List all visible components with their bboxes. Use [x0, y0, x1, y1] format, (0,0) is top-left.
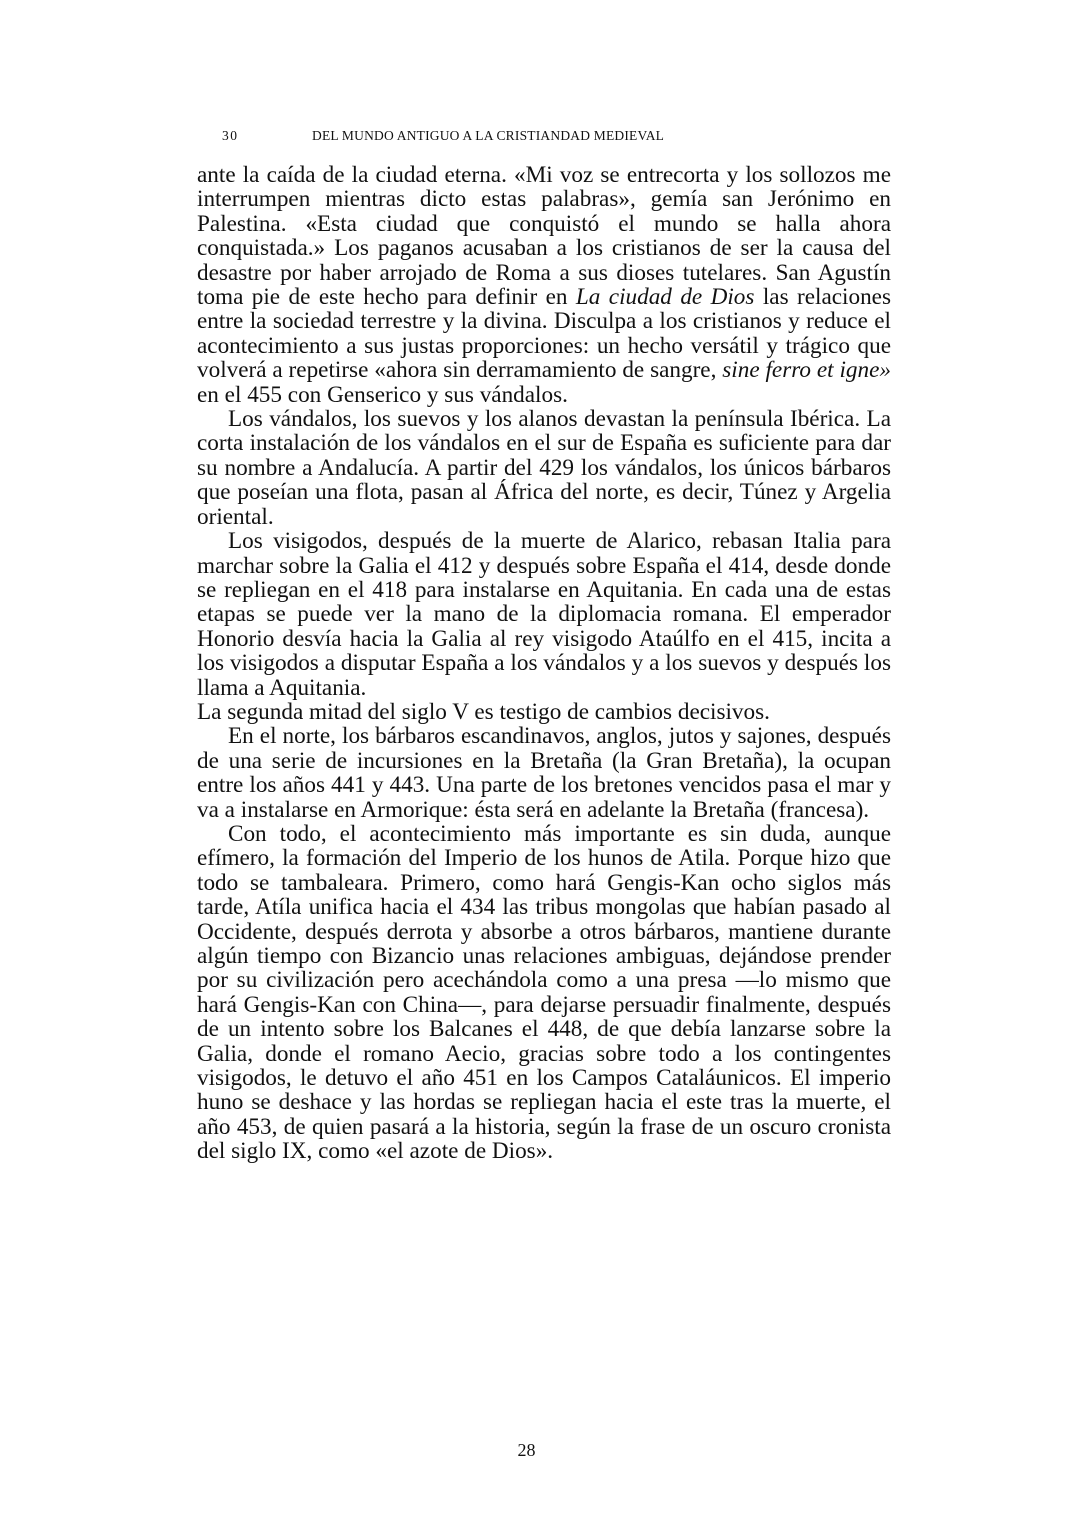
book-title: DEL MUNDO ANTIGUO A LA CRISTIANDAD MEDIEVAL [312, 128, 665, 143]
paragraph-2: Los vándalos, los suevos y los alanos devastan la península Ibérica. La corta instalación de los vándalos en el sur de España es suficiente para dar su nombre a Andalucía. A partir del 429 los vándalos, los únicos bárbaros que poseían una flota, pasan al África del norte, es decir, Túnez y Argelia oriental. [197, 406, 891, 530]
page-number: 28 [517, 1440, 536, 1460]
italic-book-title: La ciudad de Dios [575, 284, 755, 311]
folio-number: 30 [222, 128, 239, 143]
italic-latin-phrase: sine ferro et igne» [722, 357, 891, 384]
paragraph-4: La segunda mitad del siglo V es testigo de cambios decisivos. [197, 698, 770, 725]
body-text [197, 163, 891, 1164]
running-head [222, 128, 902, 148]
paragraph-6: Con todo, el acontecimiento más importante es sin duda, aunque efímero, la formación del Imperio de los hunos de Atila. Porque hizo que todo se tambaleara. Primero, como hará Gengis-Kan ocho siglos más tarde, Atíla unifica hacia el 434 las tribus mongolas que habían pasado al Occidente, después derrota y absorbe a otros bárbaros, mantiene durante algún tiempo con Bizancio unas relaciones ambiguas, dejándose prender por su civilización pero acechándola como a una presa —lo mismo que hará Gengis-Kan con China—, para dejarse persuadir finalmente, después de un intento sobre los Balcanes el 448, de que debía lanzarse sobre la Galia, donde el romano Aecio, gracias sobre todo a los contingentes visigodos, le detuvo el año 451 en los Campos Cataláunicos. El imperio huno se deshace y las hordas se repliegan hacia el este tras la muerte, el año 453, de quien pasará a la historia, según la frase de un oscuro cronista del siglo IX, como «el azote de Dios». [197, 820, 891, 1165]
paragraph-3: Los visigodos, después de la muerte de Alarico, rebasan Italia para marchar sobre la Galia el 412 y después sobre España el 414, desde donde se repliegan en el 418 para instalarse en Aquitania. En cada una de estas etapas se puede ver la mano de la diplomacia romana. El emperador Honorio desvía hacia la Galia al rey visigodo Ataúlfo en el 415, incita a los visigodos a disputar España a los vándalos y a los suevos y después los llama a Aquitania. [197, 528, 891, 701]
paragraph-1: ante la caída de la ciudad eterna. «Mi voz se entrecorta y los sollozos me interrumpen mientras dicto estas palabras», gemía san Jerónimo en Palestina. «Esta ciudad que conquistó el mundo se halla ahora conquistada.» Los paganos acusaban a los cristianos de ser la causa del desastre por haber arrojado de Roma a sus dioses tutelares. San Agustín toma pie de este hecho para definir en La ciudad de Dios las relaciones entre la sociedad terrestre y la divina. Disculpa a los cristianos y reduce el acontecimiento a sus justas proporciones: un hecho versátil y trágico que volverá a repetirse «ahora sin derramamiento de sangre, sine ferro et igne» en el 455 con Genserico y sus vándalos. [197, 162, 891, 408]
paragraph-5: En el norte, los bárbaros escandinavos, anglos, jutos y sajones, después de una serie de incursiones en la Bretaña (la Gran Bretaña), la ocupan entre los años 441 y 443. Una parte de los bretones vencidos pasa el mar y va a instalarse en Armorique: ésta será en adelante la Bretaña (francesa). [197, 723, 891, 823]
